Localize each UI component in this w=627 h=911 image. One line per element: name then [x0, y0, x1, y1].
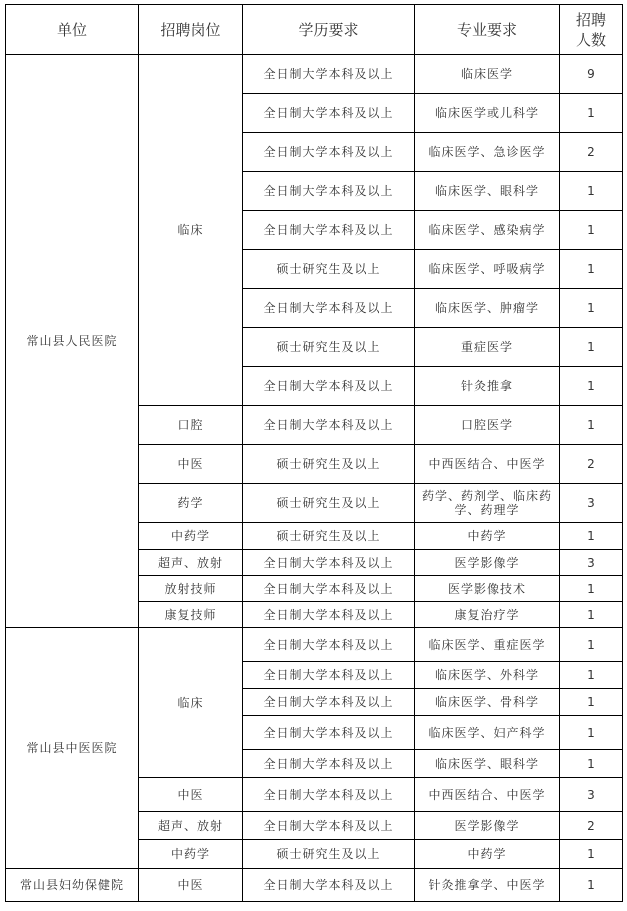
position-cell: 中医	[139, 445, 243, 484]
position-cell: 康复技师	[139, 602, 243, 628]
header-unit: 单位	[6, 5, 139, 55]
major-cell: 临床医学、妇产科学	[415, 716, 560, 750]
unit-cell: 常山县人民医院	[6, 55, 139, 628]
count-cell: 2	[560, 133, 623, 172]
major-cell: 临床医学、重症医学	[415, 628, 560, 662]
position-cell: 中药学	[139, 523, 243, 550]
education-cell: 全日制大学本科及以上	[243, 55, 415, 94]
header-count: 招聘人数	[560, 5, 623, 55]
header-education: 学历要求	[243, 5, 415, 55]
major-cell: 中药学	[415, 840, 560, 869]
position-cell: 中医	[139, 869, 243, 902]
position-cell: 临床	[139, 628, 243, 778]
count-cell: 1	[560, 628, 623, 662]
education-cell: 全日制大学本科及以上	[243, 211, 415, 250]
count-cell: 1	[560, 172, 623, 211]
major-cell: 临床医学、骨科学	[415, 689, 560, 716]
position-cell: 放射技师	[139, 576, 243, 602]
count-cell: 1	[560, 602, 623, 628]
education-cell: 全日制大学本科及以上	[243, 750, 415, 778]
count-cell: 3	[560, 778, 623, 812]
major-cell: 康复治疗学	[415, 602, 560, 628]
major-cell: 医学影像学	[415, 550, 560, 576]
count-cell: 1	[560, 840, 623, 869]
major-cell: 中药学	[415, 523, 560, 550]
major-cell: 针灸推拿学、中医学	[415, 869, 560, 902]
count-cell: 1	[560, 211, 623, 250]
position-cell: 口腔	[139, 406, 243, 445]
education-cell: 全日制大学本科及以上	[243, 406, 415, 445]
major-cell: 临床医学、眼科学	[415, 750, 560, 778]
major-cell: 临床医学、肿瘤学	[415, 289, 560, 328]
table-row	[6, 55, 623, 94]
education-cell: 硕士研究生及以上	[243, 250, 415, 289]
position-cell: 药学	[139, 484, 243, 523]
education-cell: 硕士研究生及以上	[243, 840, 415, 869]
position-cell: 中药学	[139, 840, 243, 869]
count-cell: 9	[560, 55, 623, 94]
major-cell: 医学影像技术	[415, 576, 560, 602]
education-cell: 全日制大学本科及以上	[243, 662, 415, 689]
header-position: 招聘岗位	[139, 5, 243, 55]
education-cell: 硕士研究生及以上	[243, 484, 415, 523]
education-cell: 全日制大学本科及以上	[243, 289, 415, 328]
count-cell: 2	[560, 812, 623, 840]
unit-cell: 常山县妇幼保健院	[6, 869, 139, 902]
count-cell: 1	[560, 662, 623, 689]
education-cell: 全日制大学本科及以上	[243, 602, 415, 628]
count-cell: 1	[560, 328, 623, 367]
count-cell: 1	[560, 94, 623, 133]
major-cell: 临床医学、感染病学	[415, 211, 560, 250]
major-cell: 药学、药剂学、临床药学、药理学	[415, 484, 560, 523]
education-cell: 全日制大学本科及以上	[243, 628, 415, 662]
education-cell: 全日制大学本科及以上	[243, 812, 415, 840]
unit-cell: 常山县中医医院	[6, 628, 139, 869]
major-cell: 重症医学	[415, 328, 560, 367]
count-cell: 3	[560, 550, 623, 576]
major-cell: 中西医结合、中医学	[415, 445, 560, 484]
major-cell: 临床医学、急诊医学	[415, 133, 560, 172]
count-cell: 1	[560, 523, 623, 550]
header-row	[6, 5, 623, 55]
count-cell: 1	[560, 289, 623, 328]
major-cell: 临床医学	[415, 55, 560, 94]
education-cell: 全日制大学本科及以上	[243, 94, 415, 133]
major-cell: 临床医学或儿科学	[415, 94, 560, 133]
position-cell: 中医	[139, 778, 243, 812]
count-cell: 2	[560, 445, 623, 484]
count-cell: 3	[560, 484, 623, 523]
major-cell: 中西医结合、中医学	[415, 778, 560, 812]
major-cell: 针灸推拿	[415, 367, 560, 406]
header-major: 专业要求	[415, 5, 560, 55]
recruitment-table	[5, 4, 623, 902]
count-cell: 1	[560, 367, 623, 406]
position-cell: 超声、放射	[139, 812, 243, 840]
education-cell: 全日制大学本科及以上	[243, 550, 415, 576]
education-cell: 全日制大学本科及以上	[243, 689, 415, 716]
count-cell: 1	[560, 576, 623, 602]
education-cell: 全日制大学本科及以上	[243, 716, 415, 750]
education-cell: 全日制大学本科及以上	[243, 778, 415, 812]
count-cell: 1	[560, 869, 623, 902]
count-cell: 1	[560, 406, 623, 445]
count-cell: 1	[560, 716, 623, 750]
major-cell: 医学影像学	[415, 812, 560, 840]
major-cell: 临床医学、呼吸病学	[415, 250, 560, 289]
education-cell: 全日制大学本科及以上	[243, 367, 415, 406]
education-cell: 全日制大学本科及以上	[243, 576, 415, 602]
table-row	[6, 869, 623, 902]
education-cell: 全日制大学本科及以上	[243, 869, 415, 902]
education-cell: 硕士研究生及以上	[243, 328, 415, 367]
table-row	[6, 628, 623, 662]
major-cell: 临床医学、外科学	[415, 662, 560, 689]
count-cell: 1	[560, 689, 623, 716]
education-cell: 全日制大学本科及以上	[243, 172, 415, 211]
position-cell: 临床	[139, 55, 243, 406]
education-cell: 硕士研究生及以上	[243, 445, 415, 484]
count-cell: 1	[560, 750, 623, 778]
position-cell: 超声、放射	[139, 550, 243, 576]
major-cell: 口腔医学	[415, 406, 560, 445]
education-cell: 全日制大学本科及以上	[243, 133, 415, 172]
count-cell: 1	[560, 250, 623, 289]
major-cell: 临床医学、眼科学	[415, 172, 560, 211]
education-cell: 硕士研究生及以上	[243, 523, 415, 550]
